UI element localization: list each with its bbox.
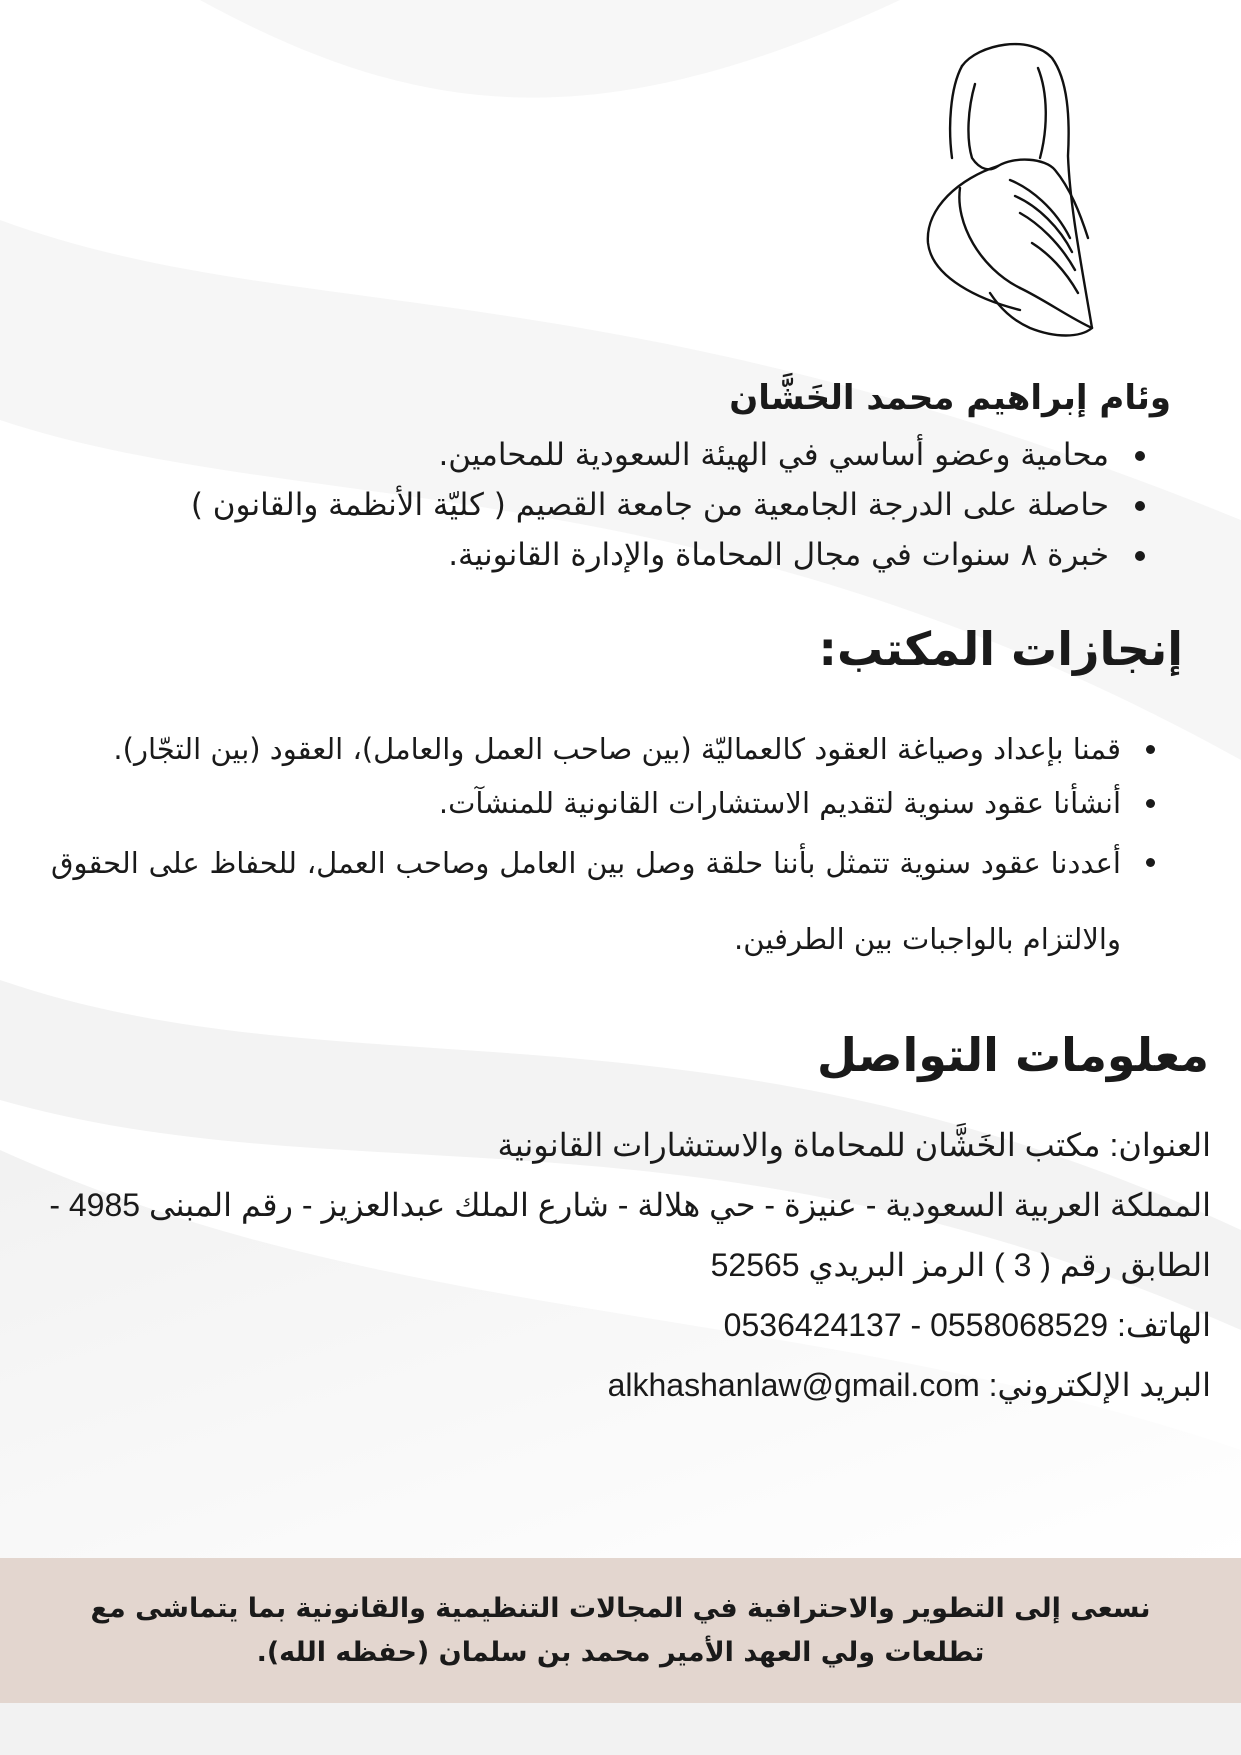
profile-bullets — [191, 430, 1149, 580]
lawyer-name: وئام إبراهيم محمد الخَشَّان — [729, 378, 1171, 418]
achievements-heading: إنجازات المكتب: — [818, 622, 1183, 676]
footer-banner — [0, 1558, 1241, 1703]
list-item: حاصلة على الدرجة الجامعية من جامعة القصيم ( كليّة الأنظمة والقانون ) — [191, 480, 1149, 530]
list-item: أنشأنا عقود سنوية لتقديم الاستشارات القانونية للمنشآت. — [51, 779, 1161, 827]
phone-label: الهاتف: — [1116, 1307, 1211, 1343]
footer-text: نسعى إلى التطوير والاحترافية في المجالات التنظيمية والقانونية بما يتماشى مع تطلعات ولي العهد الأمير محمد بن سلمان (حفظه الله). — [90, 1592, 1151, 1668]
floor-postal-line: الطابق رقم ( 3 ) الرمز البريدي 52565 — [710, 1247, 1211, 1283]
contact-heading: معلومات التواصل — [817, 1028, 1209, 1082]
email-link[interactable]: alkhashanlaw@gmail.com — [607, 1367, 980, 1403]
email-label: البريد الإلكتروني: — [988, 1367, 1211, 1403]
email-line — [21, 1355, 1211, 1415]
address-label: العنوان: — [1109, 1127, 1211, 1163]
achievements-list — [51, 725, 1161, 983]
list-item: أعددنا عقود سنوية تتمثل بأننا حلقة وصل بين العامل وصاحب العمل، للحفاظ على الحقوق والالتزام بالواجبات بين الطرفين. — [51, 825, 1161, 977]
list-item: خبرة ٨ سنوات في مجال المحاماة والإدارة القانونية. — [191, 530, 1149, 580]
list-item: محامية وعضو أساسي في الهيئة السعودية للمحامين. — [191, 430, 1149, 480]
list-item: قمنا بإعداد وصياغة العقود كالعماليّة (بين صاحب العمل والعامل)، العقود (بين التجّار). — [51, 725, 1161, 773]
bottom-strip — [0, 1703, 1241, 1755]
address-value: مكتب الخَشَّان للمحاماة والاستشارات القانونية — [497, 1127, 1101, 1163]
location-line: المملكة العربية السعودية - عنيزة - حي هلالة - شارع الملك عبدالعزيز - رقم المبنى 4985 - — [49, 1187, 1211, 1223]
contact-info — [21, 1115, 1211, 1415]
phone-numbers[interactable]: 0536424137 - 0558068529 — [723, 1307, 1109, 1343]
address-line — [21, 1115, 1211, 1175]
phone-line — [21, 1295, 1211, 1355]
hijab-woman-illustration — [920, 38, 1170, 358]
